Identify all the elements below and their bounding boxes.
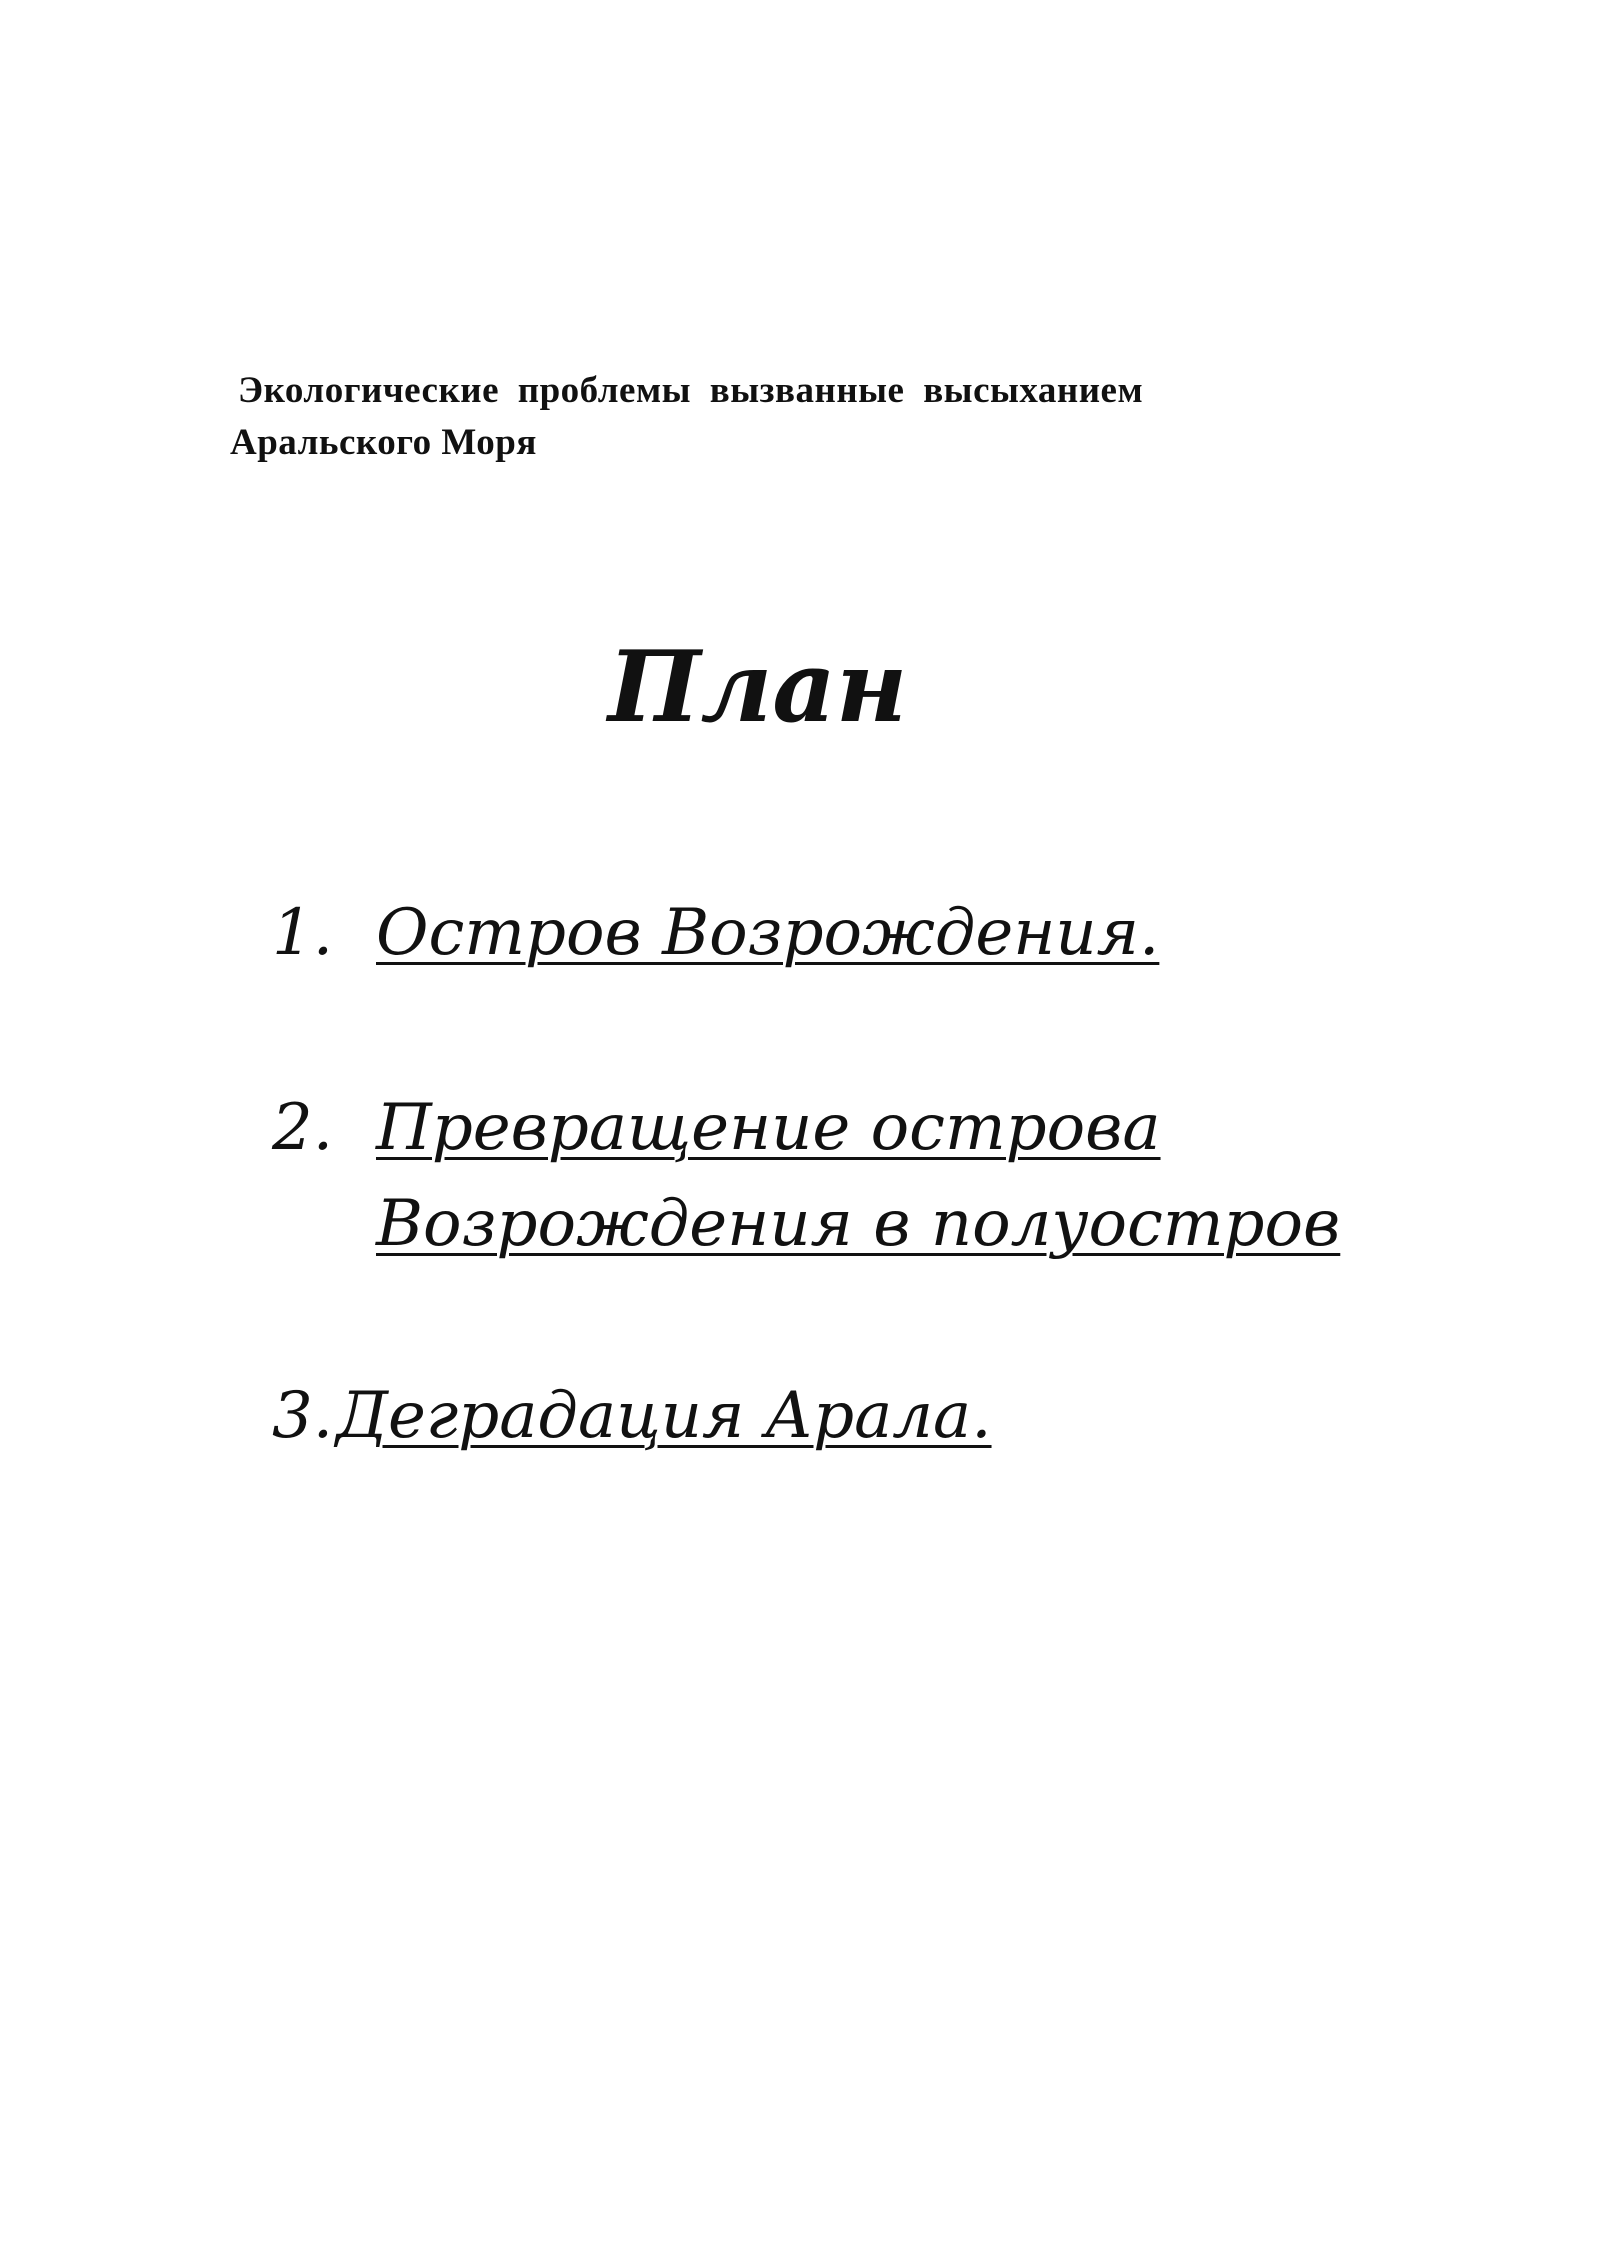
heading-line-2: Аральского Моря xyxy=(230,422,537,463)
plan-item-number: 1. xyxy=(272,896,334,970)
plan-item-number: 3. xyxy=(272,1379,334,1453)
plan-item-text: Остров Возрождения. xyxy=(376,896,1160,970)
plan-title: План xyxy=(608,630,908,745)
plan-item-text-line-2: Возрождения в полуостров xyxy=(376,1187,1341,1261)
heading-line-1: Экологические проблемы вызванные высыханием xyxy=(238,370,1144,411)
document-heading xyxy=(230,365,1350,469)
plan-item-number: 2. xyxy=(272,1091,334,1165)
plan-item-text-line-1: Превращение острова xyxy=(376,1091,1161,1165)
plan-item-text: Деградация Арала. xyxy=(336,1379,992,1453)
